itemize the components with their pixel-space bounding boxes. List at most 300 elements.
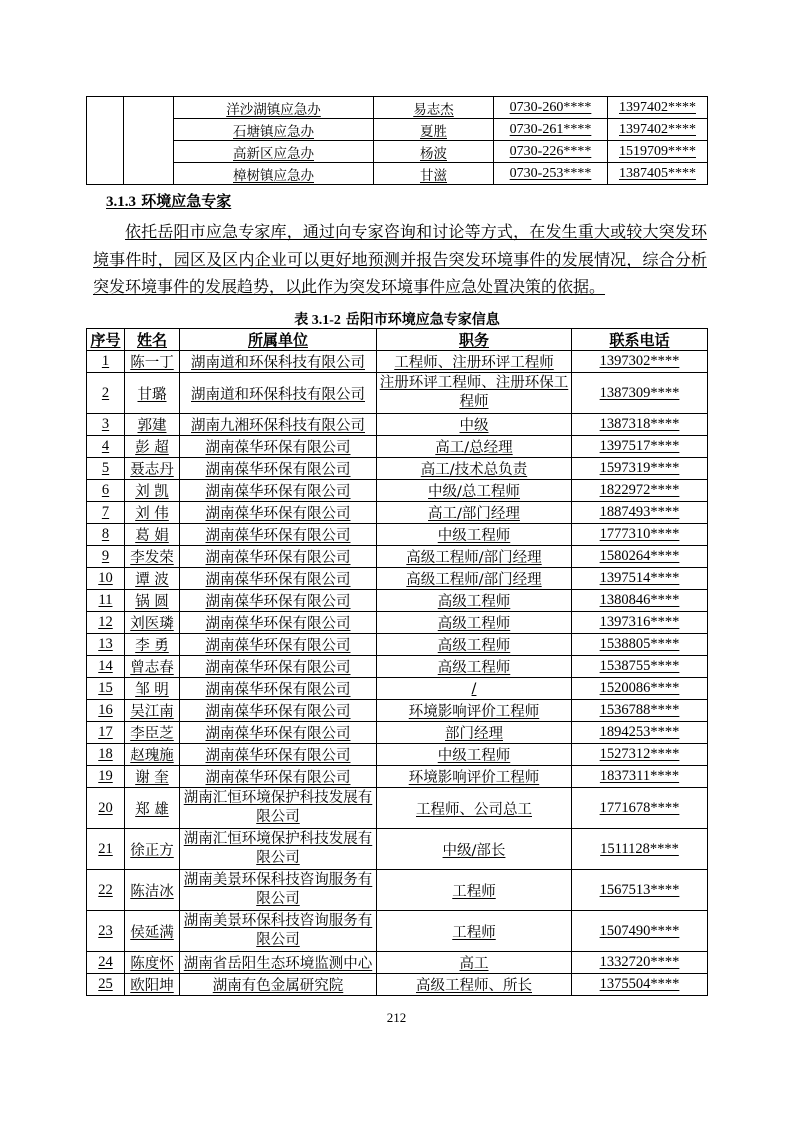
expert-phone-text: 1507490**** (599, 922, 680, 939)
expert-unit (180, 590, 377, 612)
contact-office-phone (494, 163, 608, 185)
expert-name (125, 480, 180, 502)
blank-cell-a (87, 97, 124, 185)
expert-phone (572, 480, 708, 502)
expert-phone-text: 1771678**** (599, 799, 680, 816)
expert-seq (87, 911, 125, 952)
expert-unit (180, 524, 377, 546)
section-number: 3.1.3 (106, 194, 136, 210)
expert-row (87, 480, 708, 502)
expert-name-text: 陈洁冰 (130, 883, 174, 900)
expert-seq (87, 590, 125, 612)
expert-position-text: 高工 (459, 956, 489, 972)
expert-unit (180, 612, 377, 634)
expert-phone (572, 373, 708, 414)
expert-unit-text: 湖南有色金属研究院 (212, 978, 344, 994)
expert-name-text: 聂志丹 (130, 462, 174, 478)
contact-name-text: 杨波 (420, 145, 447, 162)
expert-seq-text: 23 (98, 922, 113, 939)
expert-unit (180, 788, 377, 829)
expert-position-text: 中级工程师 (437, 748, 511, 764)
expert-position-text: 工程师 (452, 924, 496, 941)
expert-phone-text: 1332720**** (599, 954, 680, 970)
expert-unit (180, 911, 377, 952)
expert-seq (87, 546, 125, 568)
expert-position (377, 436, 572, 458)
expert-phone (572, 502, 708, 524)
expert-position-text: 中级 (459, 418, 489, 434)
expert-unit-text: 湖南葆华环保有限公司 (205, 440, 351, 456)
expert-row (87, 458, 708, 480)
expert-position-text: / (471, 680, 477, 697)
expert-seq (87, 373, 125, 414)
expert-unit-text: 湖南道和环保科技有限公司 (191, 355, 365, 371)
expert-unit-text: 湖南葆华环保有限公司 (205, 682, 351, 698)
expert-position (377, 634, 572, 656)
expert-name (125, 546, 180, 568)
expert-name-text: 李发荣 (130, 550, 174, 566)
expert-position (377, 590, 572, 612)
expert-phone-text: 1527312**** (599, 746, 680, 762)
expert-name-text: 刘医璘 (130, 616, 174, 632)
expert-unit (180, 744, 377, 766)
expert-phone-text: 1887493**** (599, 504, 680, 520)
expert-phone-text: 1387309**** (599, 384, 680, 401)
expert-row (87, 678, 708, 700)
expert-position (377, 502, 572, 524)
contact-row (87, 97, 708, 119)
expert-unit-text: 湖南美景环保科技咨询服务有限公司 (183, 872, 373, 907)
expert-position-text: 工程师 (452, 883, 496, 900)
expert-position (377, 829, 572, 870)
table-caption (86, 309, 708, 329)
contact-name (374, 119, 494, 141)
expert-row (87, 590, 708, 612)
expert-unit-text: 湖南道和环保科技有限公司 (191, 386, 365, 403)
expert-seq (87, 870, 125, 911)
expert-phone-text: 1538805**** (599, 636, 680, 652)
expert-phone (572, 351, 708, 373)
expert-phone (572, 590, 708, 612)
expert-phone (572, 829, 708, 870)
expert-phone (572, 766, 708, 788)
expert-phone (572, 974, 708, 996)
expert-row (87, 568, 708, 590)
expert-phone (572, 612, 708, 634)
expert-name (125, 502, 180, 524)
expert-position-text: 部门经理 (445, 726, 503, 742)
expert-seq-text: 19 (98, 768, 113, 784)
expert-position (377, 656, 572, 678)
contact-name-text: 甘滋 (420, 167, 447, 184)
expert-seq (87, 480, 125, 502)
expert-row (87, 829, 708, 870)
expert-seq-text: 8 (101, 526, 110, 542)
expert-row (87, 612, 708, 634)
header-phone: 联系电话 (572, 329, 708, 351)
expert-unit-text: 湖南葆华环保有限公司 (205, 726, 351, 742)
page-number: 212 (386, 1010, 407, 1025)
expert-unit-text: 湖南葆华环保有限公司 (205, 550, 351, 566)
expert-phone-text: 1511128**** (600, 840, 679, 857)
contact-row (87, 141, 708, 163)
contact-mobile (608, 119, 708, 141)
expert-row (87, 870, 708, 911)
expert-name-text: 邹 明 (135, 682, 169, 698)
expert-phone (572, 744, 708, 766)
contact-unit (174, 141, 374, 163)
contact-row (87, 119, 708, 141)
expert-name-text: 彭 超 (135, 440, 169, 456)
expert-unit (180, 634, 377, 656)
header-seq: 序号 (87, 329, 125, 351)
expert-phone-text: 1397514**** (599, 570, 680, 586)
expert-position (377, 480, 572, 502)
expert-name (125, 911, 180, 952)
contact-office-phone-text: 0730-253**** (509, 165, 592, 181)
header-position: 职务 (377, 329, 572, 351)
expert-unit (180, 722, 377, 744)
expert-name (125, 612, 180, 634)
expert-name-text: 曾志春 (130, 660, 174, 676)
expert-seq (87, 974, 125, 996)
expert-phone (572, 722, 708, 744)
expert-name-text: 郭建 (137, 418, 167, 434)
expert-position (377, 414, 572, 436)
expert-name-text: 徐正方 (130, 842, 174, 859)
expert-phone-text: 1520086**** (599, 680, 680, 696)
expert-position (377, 911, 572, 952)
expert-position (377, 678, 572, 700)
expert-row (87, 524, 708, 546)
expert-phone (572, 911, 708, 952)
contact-table-continuation (86, 96, 708, 185)
expert-row (87, 546, 708, 568)
expert-seq (87, 722, 125, 744)
expert-position (377, 766, 572, 788)
expert-name (125, 351, 180, 373)
contact-unit (174, 119, 374, 141)
expert-seq (87, 524, 125, 546)
expert-unit-text: 湖南葆华环保有限公司 (205, 660, 351, 676)
expert-unit (180, 458, 377, 480)
expert-position-text: 高级工程师、所长 (416, 978, 532, 994)
expert-seq-text: 12 (98, 614, 113, 630)
expert-name-text: 欧阳坤 (130, 978, 174, 994)
expert-phone (572, 436, 708, 458)
expert-phone (572, 656, 708, 678)
expert-phone (572, 546, 708, 568)
expert-seq-text: 2 (101, 384, 110, 401)
expert-name (125, 722, 180, 744)
expert-unit (180, 436, 377, 458)
expert-name-text: 葛 娟 (135, 528, 169, 544)
expert-seq-text: 21 (98, 840, 113, 857)
expert-phone (572, 524, 708, 546)
expert-name-text: 陈一丁 (130, 355, 174, 371)
expert-position (377, 870, 572, 911)
expert-position (377, 788, 572, 829)
expert-phone (572, 458, 708, 480)
expert-name (125, 568, 180, 590)
contact-mobile (608, 141, 708, 163)
contact-office-phone (494, 141, 608, 163)
contact-unit-text: 洋沙湖镇应急办 (226, 101, 321, 118)
expert-phone (572, 870, 708, 911)
contact-name (374, 163, 494, 185)
expert-name-text: 谢 奎 (135, 770, 169, 786)
expert-seq-text: 11 (98, 592, 113, 608)
expert-row (87, 911, 708, 952)
expert-phone-text: 1567513**** (599, 881, 680, 898)
expert-unit-text: 湖南葆华环保有限公司 (205, 770, 351, 786)
expert-position (377, 722, 572, 744)
expert-name (125, 373, 180, 414)
expert-unit (180, 568, 377, 590)
expert-position-text: 工程师、公司总工 (416, 801, 532, 818)
expert-name-text: 甘璐 (137, 386, 167, 403)
expert-phone-text: 1536788**** (599, 702, 680, 718)
expert-unit (180, 656, 377, 678)
expert-seq (87, 414, 125, 436)
expert-position-text: 高工/部门经理 (428, 506, 520, 522)
expert-unit-text: 湖南葆华环保有限公司 (205, 748, 351, 764)
expert-phone-text: 1397302**** (599, 353, 680, 369)
expert-name-text: 谭 波 (135, 572, 169, 588)
expert-name-text: 赵瑰施 (130, 748, 174, 764)
expert-seq (87, 436, 125, 458)
expert-position (377, 458, 572, 480)
expert-unit (180, 546, 377, 568)
expert-phone-text: 1397316**** (599, 614, 680, 630)
expert-seq-text: 6 (101, 482, 110, 498)
expert-unit (180, 870, 377, 911)
expert-seq (87, 351, 125, 373)
expert-seq (87, 612, 125, 634)
section-title: 环境应急专家 (141, 192, 232, 210)
expert-phone (572, 678, 708, 700)
expert-name (125, 458, 180, 480)
expert-position-text: 高级工程师/部门经理 (406, 572, 542, 588)
expert-phone-text: 1822972**** (599, 482, 680, 498)
contact-mobile-text: 1519709**** (619, 143, 696, 159)
expert-position-text: 高级工程师 (437, 660, 511, 676)
expert-table (86, 328, 708, 996)
expert-position-text: 中级/部长 (442, 842, 506, 859)
expert-seq-text: 13 (98, 636, 113, 652)
expert-row (87, 656, 708, 678)
expert-name (125, 634, 180, 656)
expert-name-text: 侯延满 (130, 924, 174, 941)
expert-position-text: 工程师、注册环评工程师 (394, 355, 554, 371)
expert-name (125, 590, 180, 612)
expert-name-text: 陈度怀 (130, 956, 174, 972)
expert-name-text: 李 勇 (135, 638, 169, 654)
expert-row (87, 634, 708, 656)
section-heading (106, 190, 231, 211)
expert-unit (180, 974, 377, 996)
expert-unit (180, 414, 377, 436)
expert-seq (87, 766, 125, 788)
expert-seq-text: 4 (101, 438, 110, 454)
expert-row (87, 436, 708, 458)
expert-unit-text: 湖南葆华环保有限公司 (205, 638, 351, 654)
expert-position-text: 环境影响评价工程师 (408, 770, 540, 786)
expert-seq-text: 10 (98, 570, 113, 586)
expert-unit (180, 373, 377, 414)
expert-phone (572, 414, 708, 436)
expert-name (125, 744, 180, 766)
contact-office-phone-text: 0730-261**** (509, 121, 592, 137)
expert-seq-text: 24 (98, 954, 113, 970)
expert-seq (87, 952, 125, 974)
expert-phone-text: 1387318**** (599, 416, 680, 432)
contact-mobile (608, 163, 708, 185)
expert-unit (180, 766, 377, 788)
expert-seq (87, 458, 125, 480)
expert-seq (87, 568, 125, 590)
expert-phone (572, 700, 708, 722)
expert-position-text: 高级工程师 (437, 616, 511, 632)
expert-unit-text: 湖南葆华环保有限公司 (205, 616, 351, 632)
contact-name (374, 97, 494, 119)
expert-seq (87, 656, 125, 678)
expert-row (87, 744, 708, 766)
expert-unit-text: 湖南汇恒环境保护科技发展有限公司 (183, 831, 373, 866)
expert-name-text: 锅 圆 (135, 594, 169, 610)
contact-office-phone (494, 119, 608, 141)
expert-position-text: 中级工程师 (437, 528, 511, 544)
expert-unit-text: 湖南葆华环保有限公司 (205, 484, 351, 500)
expert-phone-text: 1837311**** (599, 768, 680, 784)
expert-phone-text: 1538755**** (599, 658, 680, 674)
expert-name-text: 吴江南 (130, 704, 174, 720)
expert-phone (572, 788, 708, 829)
expert-row (87, 788, 708, 829)
expert-unit (180, 700, 377, 722)
expert-row (87, 700, 708, 722)
expert-position (377, 546, 572, 568)
expert-seq-text: 16 (98, 702, 113, 718)
expert-unit (180, 678, 377, 700)
expert-row (87, 952, 708, 974)
expert-phone-text: 1397517**** (599, 438, 680, 454)
expert-row (87, 502, 708, 524)
expert-position-text: 环境影响评价工程师 (408, 704, 540, 720)
expert-name-text: 郑 雄 (135, 801, 169, 818)
expert-position (377, 373, 572, 414)
expert-position (377, 524, 572, 546)
expert-seq (87, 634, 125, 656)
expert-unit-text: 湖南葆华环保有限公司 (205, 572, 351, 588)
expert-seq-text: 17 (98, 724, 113, 740)
expert-name-text: 刘 凯 (135, 484, 169, 500)
expert-unit (180, 351, 377, 373)
contact-unit-text: 樟树镇应急办 (233, 167, 314, 184)
contact-office-phone-text: 0730-260**** (509, 99, 592, 115)
expert-seq-text: 14 (98, 658, 113, 674)
expert-phone-text: 1597319**** (599, 460, 680, 476)
expert-unit-text: 湖南九湘环保科技有限公司 (191, 418, 365, 434)
contact-row (87, 163, 708, 185)
contact-unit-text: 高新区应急办 (233, 145, 314, 162)
expert-seq-text: 22 (98, 881, 113, 898)
expert-position-text: 高级工程师/部门经理 (406, 550, 542, 566)
expert-seq (87, 700, 125, 722)
expert-position-text: 中级/总工程师 (428, 484, 520, 500)
expert-position (377, 952, 572, 974)
expert-unit (180, 502, 377, 524)
expert-name (125, 414, 180, 436)
expert-seq (87, 829, 125, 870)
expert-name (125, 974, 180, 996)
expert-seq-text: 18 (98, 746, 113, 762)
contact-mobile-text: 1397402**** (619, 99, 696, 115)
contact-unit-text: 石塘镇应急办 (233, 123, 314, 140)
expert-name (125, 678, 180, 700)
expert-phone-text: 1580264**** (599, 548, 680, 564)
expert-name (125, 788, 180, 829)
expert-unit-text: 湖南葆华环保有限公司 (205, 528, 351, 544)
expert-row (87, 722, 708, 744)
expert-position-text: 高工/技术总负责 (420, 462, 528, 478)
blank-cell-b (124, 97, 174, 185)
contact-unit (174, 97, 374, 119)
expert-position (377, 612, 572, 634)
expert-seq-text: 15 (98, 680, 113, 696)
expert-name (125, 656, 180, 678)
expert-seq-text: 7 (101, 504, 110, 520)
table-caption-label: 表 3.1-2 (294, 313, 341, 328)
expert-unit-text: 湖南汇恒环境保护科技发展有限公司 (183, 790, 373, 825)
expert-row (87, 351, 708, 373)
expert-position (377, 351, 572, 373)
expert-name (125, 436, 180, 458)
expert-seq (87, 788, 125, 829)
expert-seq (87, 678, 125, 700)
expert-unit (180, 829, 377, 870)
expert-seq (87, 502, 125, 524)
contact-mobile-text: 1387405**** (619, 165, 696, 181)
contact-mobile (608, 97, 708, 119)
expert-phone (572, 952, 708, 974)
expert-unit (180, 480, 377, 502)
expert-name (125, 870, 180, 911)
expert-phone-text: 1894253**** (599, 724, 680, 740)
expert-name (125, 700, 180, 722)
contact-office-phone (494, 97, 608, 119)
header-unit: 所属单位 (180, 329, 377, 351)
contact-name (374, 141, 494, 163)
contact-unit (174, 163, 374, 185)
expert-row (87, 414, 708, 436)
expert-seq-text: 9 (101, 548, 110, 564)
expert-position (377, 700, 572, 722)
expert-row (87, 373, 708, 414)
expert-unit-text: 湖南美景环保科技咨询服务有限公司 (183, 913, 373, 948)
table-caption-title: 岳阳市环境应急专家信息 (345, 312, 500, 328)
contact-name-text: 易志杰 (413, 101, 454, 118)
expert-name-text: 刘 伟 (135, 506, 169, 522)
expert-position (377, 568, 572, 590)
expert-seq-text: 20 (98, 799, 113, 816)
expert-position-text: 注册环评工程师、注册环保工程师 (379, 375, 569, 410)
expert-unit (180, 952, 377, 974)
expert-phone (572, 568, 708, 590)
section-paragraph: 依托岳阳市应急专家库，通过向专家咨询和讨论等方式，在发生重大或较大突发环境事件时，园区及区内企业可以更好地预测并报告突发环境事件的发展情况，综合分析突发环境事件的发展趋势，以此作为突发环境事件应急处置决策的依据。 (93, 222, 707, 296)
expert-row (87, 766, 708, 788)
expert-phone-text: 1777310**** (599, 526, 680, 542)
